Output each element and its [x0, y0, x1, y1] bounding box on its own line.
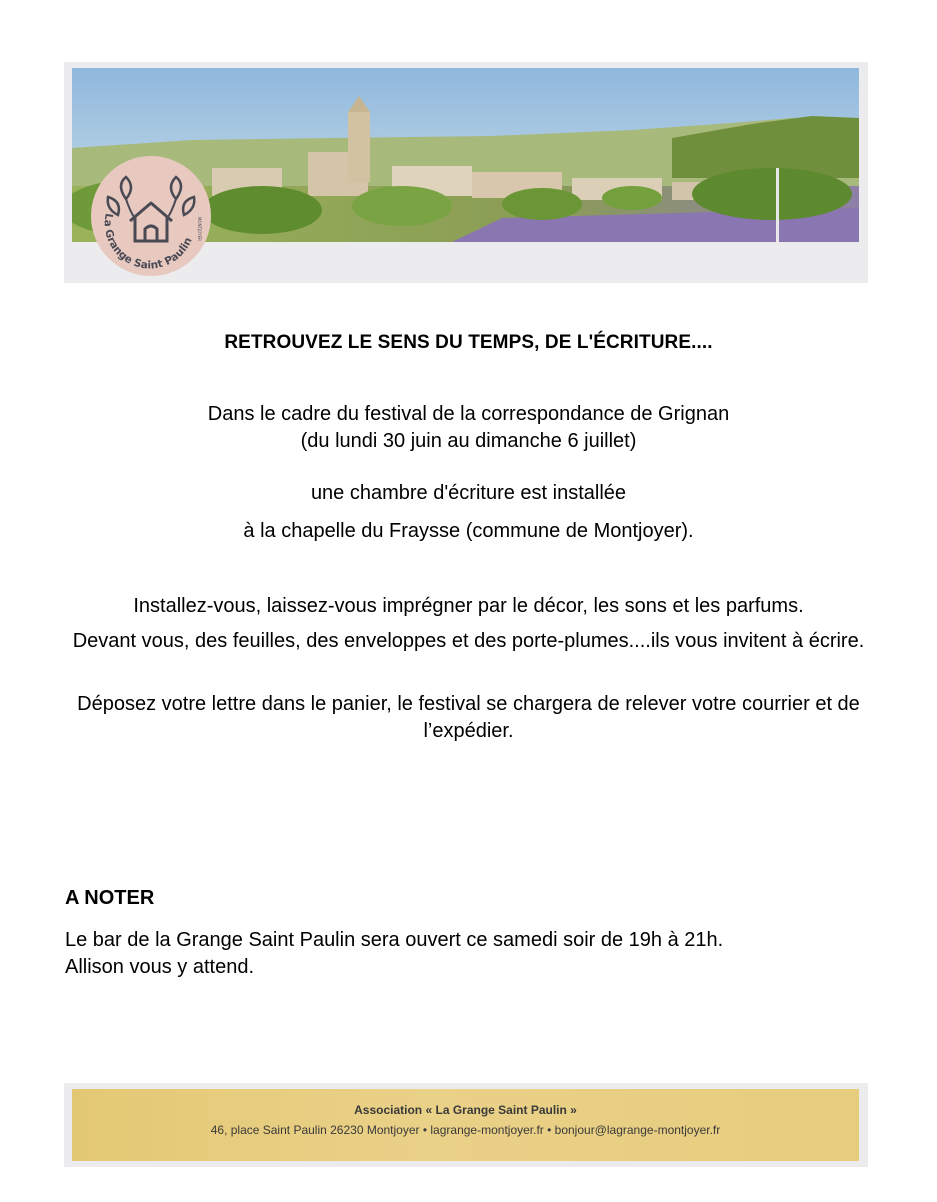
- room-line-2: à la chapelle du Fraysse (commune de Montjoyer).: [243, 520, 694, 542]
- festival-intro: [0, 401, 937, 455]
- footer-band: [72, 1089, 859, 1161]
- la-grange-saint-paulin-logo: [90, 155, 212, 277]
- note-line-2: Allison vous y attend.: [65, 956, 254, 978]
- room-line-1: une chambre d'écriture est installée: [310, 482, 627, 504]
- svg-text:La Grange Saint Paulin: La Grange Saint Paulin: [101, 212, 195, 272]
- header-banner: [64, 62, 868, 283]
- paragraph-3: Déposez votre lettre dans le panier, le festival se chargera de relever votre courrier et de l’expédier.: [77, 693, 860, 742]
- page-heading: RETROUVEZ LE SENS DU TEMPS, DE L'ÉCRITURE....: [224, 332, 713, 353]
- footer-banner: [64, 1083, 868, 1167]
- note-text: [65, 927, 865, 981]
- note-line-1: Le bar de la Grange Saint Paulin sera ouvert ce samedi soir de 19h à 21h.: [65, 929, 724, 951]
- footer-association: Association « La Grange Saint Paulin »: [354, 1103, 577, 1117]
- paragraph-1: Installez-vous, laissez-vous imprégner par le décor, les sons et les parfums.: [133, 595, 804, 617]
- footer-address: 46, place Saint Paulin 26230 Montjoyer • lagrange-montjoyer.fr • bonjour@lagrange-montjoyer.fr: [210, 1123, 721, 1137]
- paragraph-2: Devant vous, des feuilles, des enveloppes et des porte-plumes....ils vous invitent à écrire.: [72, 630, 865, 652]
- intro-line-1: Dans le cadre du festival de la correspondance de Grignan: [207, 403, 730, 425]
- intro-line-2: (du lundi 30 juin au dimanche 6 juillet): [300, 430, 637, 452]
- note-title: A NOTER: [65, 887, 155, 909]
- svg-text:MONTJOYER: MONTJOYER: [197, 217, 202, 241]
